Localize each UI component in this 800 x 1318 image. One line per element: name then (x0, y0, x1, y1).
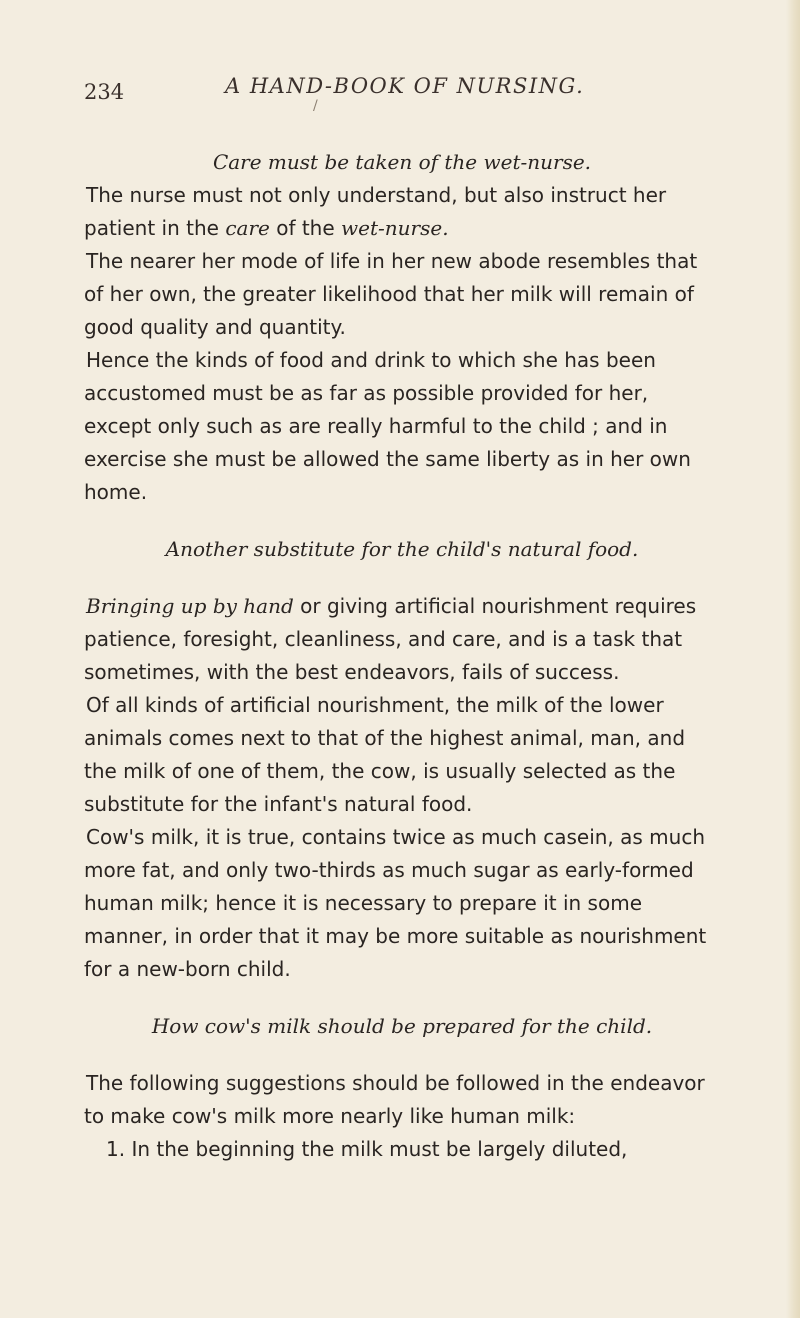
running-head: A HAND-BOOK OF NURSING. (225, 74, 585, 98)
paragraph: Cow's milk, it is true, contains twice as much casein, as much more fat, and only two-thirds as much sugar as early-formed human milk; hence it is necessary to prepare it in some manner, in order that it may be more suitable as nourishment for a new-born child. (84, 825, 707, 981)
page-edge (786, 0, 800, 1318)
paragraph-text: The nurse must not only understand, but also instruct her patient in the (84, 183, 667, 240)
paragraph-text: or giving artificial nourishment requires patience, foresight, cleanliness, and care, and is a task that sometimes, with the best endeavors, fails of success. (84, 594, 697, 684)
italic-text: care (225, 216, 270, 240)
page-body (84, 146, 720, 1166)
section-heading-wet-nurse: Care must be taken of the wet-nurse. (212, 150, 592, 174)
italic-text: Bringing up by hand (86, 594, 294, 618)
section-heading-substitute: Another substitute for the child's natural food. (165, 537, 639, 561)
paragraph: Hence the kinds of food and drink to which she has been accustomed must be as far as possible provided for her, except only such as are really harmful to the child ; and in exercise she must be allowed the same liberty as in her own home. (84, 348, 691, 504)
paragraph (84, 590, 720, 689)
italic-text: wet-nurse. (341, 216, 449, 240)
page-header (84, 74, 724, 114)
paragraph (84, 179, 720, 245)
paragraph-text: of the (269, 216, 342, 240)
page-number: 234 (84, 80, 125, 104)
stray-mark: / (313, 98, 318, 114)
section-heading-cows-milk: How cow's milk should be prepared for the child. (151, 1014, 653, 1038)
list-item: 1. In the beginning the milk must be largely diluted, (106, 1137, 628, 1161)
paragraph: The nearer her mode of life in her new abode resembles that of her own, the greater likelihood that her milk will remain of good quality and quantity. (84, 249, 698, 339)
paragraph: Of all kinds of artificial nourishment, the milk of the lower animals comes next to that of the highest animal, man, and the milk of one of them, the cow, is usually selected as the substitute for the infant's natural food. (84, 693, 686, 816)
paragraph: The following suggestions should be followed in the endeavor to make cow's milk more nearly like human milk: (84, 1071, 705, 1128)
